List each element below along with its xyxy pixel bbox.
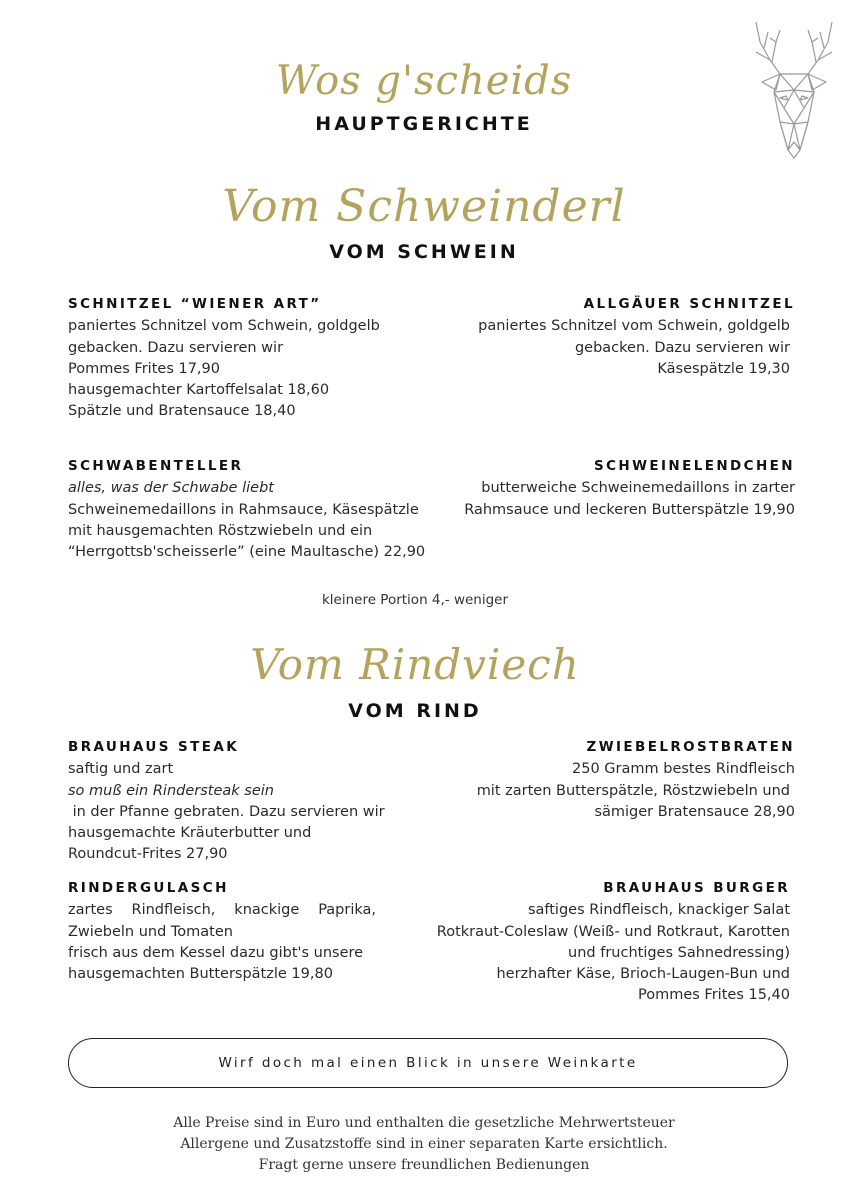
dish-line: Rotkraut-Coleslaw (Weiß- und Rotkraut, Karotten bbox=[436, 923, 790, 940]
footer-notes bbox=[0, 1113, 848, 1176]
dish-name: ZWIEBELROSTBRATEN bbox=[586, 739, 795, 755]
dish-line: gebacken. Dazu servieren wir bbox=[68, 339, 284, 356]
dish-line: und fruchtiges Sahnedressing) bbox=[568, 944, 790, 961]
dish-tagline: so muß ein Rindersteak sein bbox=[68, 782, 274, 799]
dish-name: BRAUHAUS STEAK bbox=[68, 739, 240, 755]
section-schwein-script-title: Vom Schweinderl bbox=[222, 181, 626, 232]
dish-name: BRAUHAUS BURGER bbox=[603, 880, 790, 896]
dish-line: sämiger Bratensauce 28,90 bbox=[594, 803, 795, 820]
page-title: HAUPTGERICHTE bbox=[315, 113, 533, 135]
dish-line: hausgemachter Kartoffelsalat 18,60 bbox=[68, 382, 330, 399]
footer-line: Fragt gerne unsere freundlichen Bedienungen bbox=[258, 1157, 590, 1173]
dish-line: Zwiebeln und Tomaten bbox=[68, 923, 233, 940]
dish-name: ALLGÄUER SCHNITZEL bbox=[583, 296, 795, 312]
dish-line: hausgemachte Kräuterbutter und bbox=[68, 825, 312, 842]
portion-note: kleinere Portion 4,- weniger bbox=[321, 592, 509, 608]
section-rind-script-title: Vom Rindviech bbox=[250, 640, 580, 689]
dish-schwabenteller bbox=[68, 456, 438, 563]
dish-schweinelendchen bbox=[425, 456, 795, 521]
dish-line: frisch aus dem Kessel dazu gibt's unsere bbox=[68, 944, 364, 961]
dish-line: in der Pfanne gebraten. Dazu servieren wir bbox=[68, 803, 385, 820]
dish-line: Pommes Frites 17,90 bbox=[68, 360, 220, 377]
dish-line: Rahmsauce und leckeren Butterspätzle 19,90 bbox=[464, 501, 795, 518]
dish-line: Spätzle und Bratensauce 18,40 bbox=[68, 403, 296, 420]
dish-line: herzhafter Käse, Brioch-Laugen-Bun und bbox=[496, 966, 790, 983]
dish-line: saftiges Rindfleisch, knackiger Salat bbox=[527, 902, 790, 919]
dish-line: paniertes Schnitzel vom Schwein, goldgelb bbox=[478, 318, 790, 335]
dish-line: 250 Gramm bestes Rindfleisch bbox=[572, 761, 795, 778]
dish-brauhaus-burger bbox=[420, 878, 790, 1007]
dish-line: paniertes Schnitzel vom Schwein, goldgelb bbox=[68, 318, 380, 335]
dish-line: mit zarten Butterspätzle, Röstzwiebeln und bbox=[476, 782, 790, 799]
dish-schnitzel-wiener-art bbox=[68, 294, 438, 423]
dish-line: Schweinemedaillons in Rahmsauce, Käsespätzle bbox=[68, 501, 419, 518]
dish-line: saftig und zart bbox=[68, 761, 174, 778]
dish-zwiebelrostbraten bbox=[425, 737, 795, 823]
section-rind-title: VOM RIND bbox=[348, 700, 482, 722]
dish-name: SCHNITZEL “WIENER ART” bbox=[68, 296, 322, 312]
dish-line: Roundcut-Frites 27,90 bbox=[68, 846, 228, 863]
footer-line: Alle Preise sind in Euro und enthalten die gesetzliche Mehrwertsteuer bbox=[173, 1115, 675, 1131]
dish-rindergulasch bbox=[68, 878, 376, 985]
dish-line: Käsespätzle 19,30 bbox=[657, 360, 790, 377]
dish-brauhaus-steak bbox=[68, 737, 438, 866]
wine-list-link[interactable] bbox=[68, 1038, 788, 1088]
dish-allgaeuer-schnitzel bbox=[425, 294, 795, 380]
dish-line: gebacken. Dazu servieren wir bbox=[574, 339, 790, 356]
dish-line: butterweiche Schweinemedaillons in zarter bbox=[481, 480, 795, 497]
dish-line: Pommes Frites 15,40 bbox=[638, 987, 790, 1004]
dish-line: mit hausgemachten Röstzwiebeln und ein bbox=[68, 522, 373, 539]
footer-line: Allergene und Zusatzstoffe sind in einer separaten Karte ersichtlich. bbox=[180, 1136, 668, 1152]
dish-name: SCHWEINELENDCHEN bbox=[593, 458, 795, 474]
dish-name: SCHWABENTELLER bbox=[68, 458, 244, 474]
dish-name: RINDERGULASCH bbox=[68, 880, 229, 896]
header-script-title: Wos g'scheids bbox=[275, 58, 573, 104]
wine-list-link-label: Wirf doch mal einen Blick in unsere Weinkarte bbox=[218, 1055, 638, 1071]
section-schwein-title: VOM SCHWEIN bbox=[329, 241, 519, 263]
dish-line: “Herrgottsb'scheisserle” (eine Maultasche) 22,90 bbox=[68, 544, 426, 561]
dish-tagline: alles, was der Schwabe liebt bbox=[68, 480, 274, 497]
dish-line: zartes Rindfleisch, knackige Paprika, bbox=[68, 902, 376, 919]
dish-line: hausgemachten Butterspätzle 19,80 bbox=[68, 966, 333, 983]
